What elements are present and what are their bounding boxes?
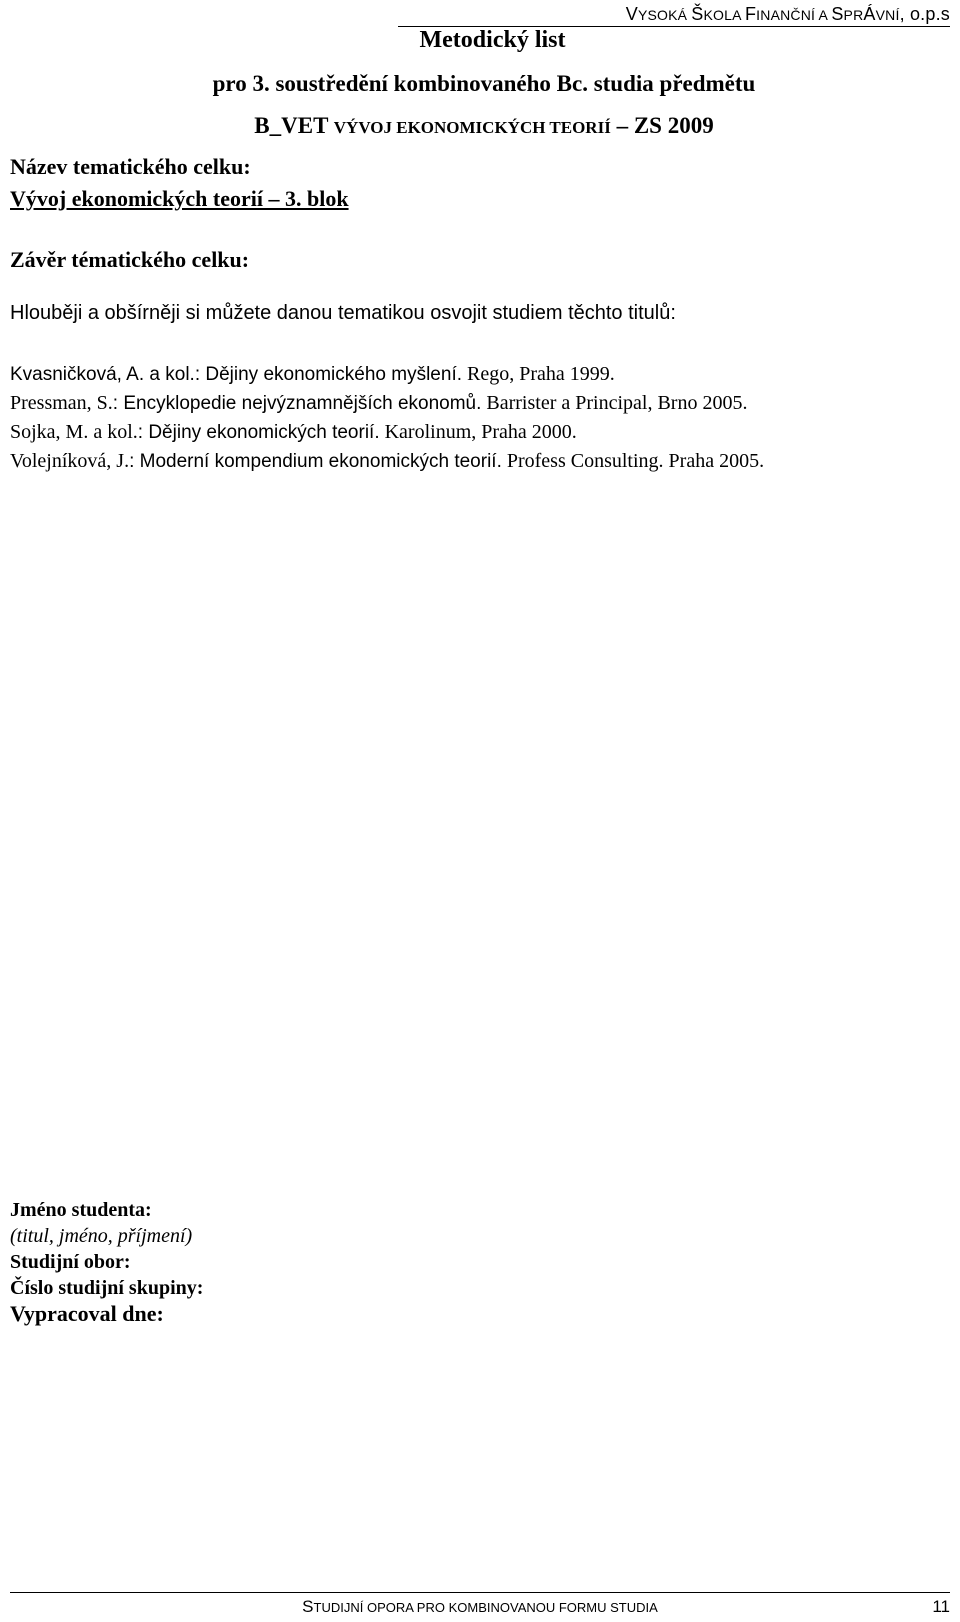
school-name-part: YSOKÁ <box>637 7 692 23</box>
course-term: – ZS 2009 <box>610 113 714 138</box>
reference-author: Kvasničková, A. a kol. <box>10 364 195 385</box>
school-name-part: VNÍ <box>875 7 900 23</box>
school-name-part: , o.p.s <box>899 4 950 24</box>
reference-author: Pressman, S. <box>10 392 113 414</box>
reference-item <box>10 418 764 447</box>
school-name-part: S <box>831 4 844 24</box>
reference-publisher: Profess Consulting. Praha 2005. <box>501 450 765 472</box>
reference-publisher: Karolinum, Praha 2000. <box>379 421 577 443</box>
reference-item <box>10 389 764 418</box>
course-code: B_VET <box>254 113 334 138</box>
footer-text-part: S <box>302 1597 314 1616</box>
study-field-label: Studijní obor: <box>10 1251 131 1273</box>
course-name: VÝVOJ EKONOMICKÝCH TEORIÍ <box>333 118 611 137</box>
reference-publisher: Barrister a Principal, Brno 2005. <box>481 392 748 414</box>
reference-item <box>10 360 764 389</box>
reference-publisher: Rego, Praha 1999. <box>462 363 615 385</box>
reference-author: Volejníková, J. <box>10 450 130 472</box>
done-on-label: Vypracoval dne: <box>10 1301 164 1326</box>
footer-rule <box>10 1592 950 1593</box>
reference-title: : Dějiny ekonomických teorií. <box>137 422 380 443</box>
topic-name: Vývoj ekonomických teorií – 3. blok <box>10 186 349 211</box>
school-name-part: Á <box>863 4 876 24</box>
topic-label: Název tematického celku: <box>10 154 251 179</box>
reading-intro: Hlouběji a obšírněji si můžete danou tematikou osvojit studiem těchto titulů: <box>10 302 676 324</box>
school-name-part: F <box>744 4 757 24</box>
reference-item <box>10 447 764 476</box>
course-title <box>0 113 960 139</box>
student-name-label: Jméno studenta: <box>10 1199 152 1221</box>
footer-text <box>0 1597 960 1617</box>
document-title: Metodický list <box>419 27 566 53</box>
page-number: 11 <box>932 1597 950 1616</box>
reference-title: : Moderní kompendium ekonomických teorií. <box>129 451 502 472</box>
student-name-hint: (titul, jméno, příjmení) <box>10 1225 193 1247</box>
school-name-part: V <box>625 4 638 24</box>
school-name-part: KOLA <box>703 7 745 23</box>
school-name <box>626 4 950 25</box>
school-name-part: Š <box>691 4 704 24</box>
document-subtitle: pro 3. soustředění kombinovaného Bc. studia předmětu <box>212 71 756 96</box>
footer-text-part: TUDIJNÍ OPORA PRO KOMBINOVANOU FORMU STUDIA <box>313 1600 658 1615</box>
school-name-part: INANČNÍ A <box>756 7 832 23</box>
conclusion-heading: Závěr tématického celku: <box>10 247 250 272</box>
reference-author: Sojka, M. a kol. <box>10 421 138 443</box>
reference-list <box>10 360 764 476</box>
reference-title: : Dějiny ekonomického myšlení. <box>194 364 462 385</box>
reference-title: : Encyklopedie nejvýznamnějších ekonomů. <box>112 393 482 414</box>
group-number-label: Číslo studijní skupiny: <box>10 1277 204 1299</box>
student-form <box>10 1197 203 1327</box>
school-name-part: PR <box>843 7 864 23</box>
